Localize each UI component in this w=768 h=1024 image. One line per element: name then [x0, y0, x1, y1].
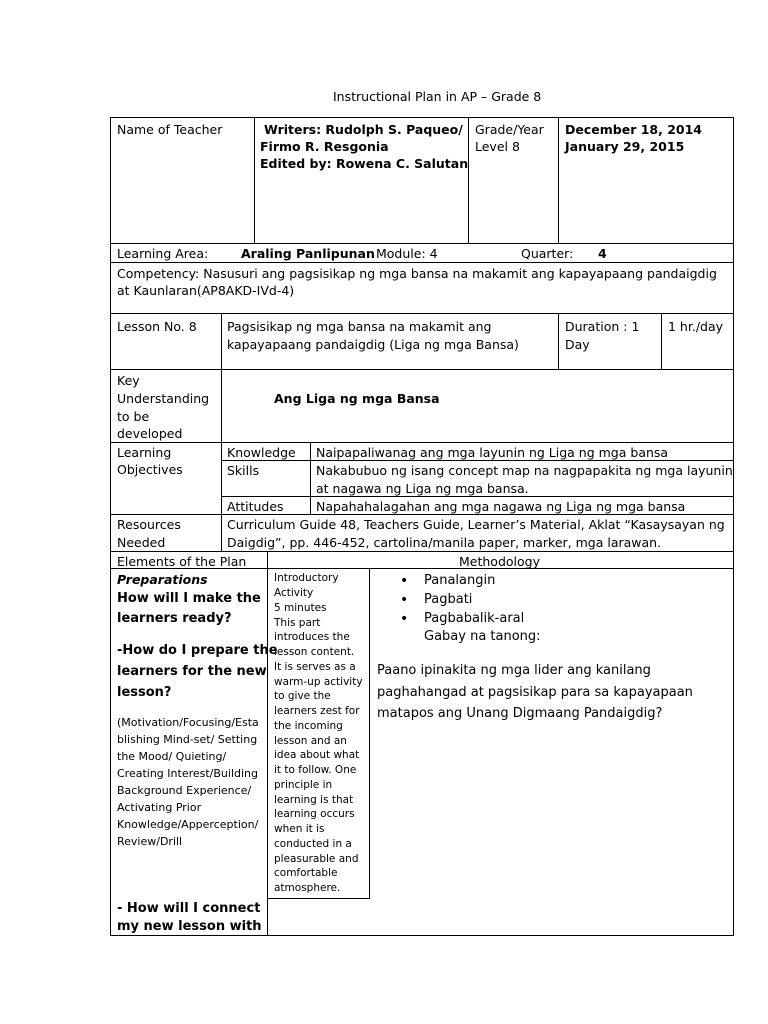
date-1: December 18, 2014	[565, 122, 702, 137]
key-understanding-label-2: Understanding	[117, 391, 210, 406]
hours-per-day: 1 hr./day	[668, 319, 724, 334]
intro-line: lesson and an	[274, 735, 347, 747]
name-of-teacher-label: Name of Teacher	[117, 122, 223, 137]
motivation-line: the Mood/ Quieting/	[117, 750, 227, 763]
question-3-line-1: - How will I connect	[117, 901, 261, 916]
knowledge-value: Naipapaliwanag ang mga layunin ng Liga ng mga bansa	[316, 445, 669, 460]
lesson-title-line-2: kapayapaang pandaigdig (Liga ng mga Bansa)	[227, 337, 519, 352]
bullet-item: • Pagbati	[424, 591, 472, 609]
question-2-line-3: lesson?	[117, 685, 172, 700]
preparations-heading: Preparations	[117, 572, 208, 587]
skills-label: Skills	[227, 463, 260, 478]
methodology-label: Methodology	[459, 554, 540, 569]
motivation-line: blishing Mind-set/ Setting	[117, 733, 258, 746]
motivation-line: Review/Drill	[117, 835, 183, 848]
question-1-line-1: How will I make the	[117, 591, 261, 606]
grade-label-line-2: Level 8	[475, 139, 520, 154]
duration-line-2: Day	[565, 337, 590, 352]
learning-area-label: Learning Area:	[117, 246, 209, 261]
module-label: Module: 4	[376, 246, 438, 261]
competency-line-2: at Kaunlaran(AP8AKD-IVd-4)	[117, 283, 295, 298]
key-understanding-label-1: Key	[117, 373, 140, 388]
intro-line: Activity	[274, 587, 314, 599]
guide-question-line: matapos ang Unang Digmaang Pandaigdig?	[377, 706, 663, 721]
intro-line: It is serves as a	[274, 661, 356, 673]
intro-line: comfortable	[274, 867, 338, 879]
intro-line: 5 minutes	[274, 602, 327, 614]
motivation-line: (Motivation/Focusing/Esta	[117, 716, 259, 729]
objectives-label-2: Objectives	[117, 462, 183, 477]
intro-line: learning is that	[274, 794, 354, 806]
attitudes-value: Napahahalagahan ang mga nagawa ng Liga ng mga bansa	[316, 499, 686, 514]
intro-line: lesson content.	[274, 646, 355, 658]
key-understanding-label-4: developed	[117, 426, 183, 441]
bullet-item: • Pagbabalik-aral	[424, 610, 524, 628]
duration-line-1: Duration : 1	[565, 319, 640, 334]
quarter-value: 4	[598, 246, 607, 261]
resources-line-1: Curriculum Guide 48, Teachers Guide, Learner’s Material, Aklat “Kasaysayan ng	[227, 517, 725, 532]
intro-line: This part	[274, 617, 321, 629]
resources-label-2: Needed	[117, 535, 166, 550]
motivation-line: Knowledge/Apperception/	[117, 818, 259, 831]
question-1-line-2: learners ready?	[117, 611, 232, 626]
key-understanding-value: Ang Liga ng mga Bansa	[274, 391, 440, 406]
skills-line-2: at nagawa ng Liga ng mga bansa.	[316, 481, 529, 496]
motivation-line: Creating Interest/Building	[117, 767, 259, 780]
objectives-label-1: Learning	[117, 445, 172, 460]
intro-line: learners zest for	[274, 705, 360, 717]
grade-label-line-1: Grade/Year	[475, 122, 544, 137]
elements-of-plan-label: Elements of the Plan	[117, 554, 247, 569]
resources-label-1: Resources	[117, 517, 181, 532]
guide-question-line: Paano ipinakita ng mga lider ang kanilang	[377, 663, 651, 678]
editor-line: Edited by: Rowena C. Salutan	[260, 156, 469, 171]
quarter-label: Quarter:	[521, 246, 574, 261]
writers-line-2: Firmo R. Resgonia	[260, 139, 389, 154]
key-understanding-label-3: to be	[117, 409, 150, 424]
knowledge-label: Knowledge	[227, 445, 296, 460]
motivation-line: Background Experience/	[117, 784, 252, 797]
lesson-title-line-1: Pagsisikap ng mga bansa na makamit ang	[227, 319, 492, 334]
intro-line: Introductory	[274, 572, 339, 584]
intro-line: when it is	[274, 823, 325, 835]
document-title: Instructional Plan in AP – Grade 8	[333, 89, 542, 104]
competency-line-1: Competency: Nasusuri ang pagsisikap ng mga bansa na makamit ang kapayapaang pandaigdig	[117, 266, 717, 281]
motivation-line: Activating Prior	[117, 801, 202, 814]
guide-question-line: paghahangad at pagsisikap para sa kapayapaan	[377, 685, 693, 700]
resources-line-2: Daigdig”, pp. 446-452, cartolina/manila paper, marker, mga larawan.	[227, 535, 662, 550]
intro-line: the incoming	[274, 720, 343, 732]
question-2-line-2: learners for the new	[117, 664, 267, 679]
learning-area-value: Araling Panlipunan	[241, 246, 375, 261]
intro-line: pleasurable and	[274, 853, 359, 865]
intro-line: idea about what	[274, 749, 360, 761]
intro-line: warm-up activity	[274, 676, 363, 688]
guide-question-label: Gabay na tanong:	[424, 629, 541, 644]
lesson-number-label: Lesson No. 8	[117, 319, 197, 334]
skills-line-1: Nakabubuo ng isang concept map na nagpapakita ng mga layunin	[316, 463, 733, 478]
intro-line: conducted in a	[274, 838, 352, 850]
intro-line: it to follow. One	[274, 764, 357, 776]
intro-line: introduces the	[274, 631, 350, 643]
writers-line-1: Writers: Rudolph S. Paqueo/	[264, 122, 463, 137]
intro-line: learning occurs	[274, 808, 355, 820]
intro-line: atmosphere.	[274, 882, 341, 894]
question-3-line-2: my new lesson with	[117, 919, 262, 934]
attitudes-label: Attitudes	[227, 499, 284, 514]
bullet-item: • Panalangin	[424, 572, 495, 590]
date-2: January 29, 2015	[565, 139, 685, 154]
question-2-line-1: -How do I prepare the	[117, 643, 278, 658]
intro-line: to give the	[274, 690, 331, 702]
intro-line: principle in	[274, 779, 333, 791]
